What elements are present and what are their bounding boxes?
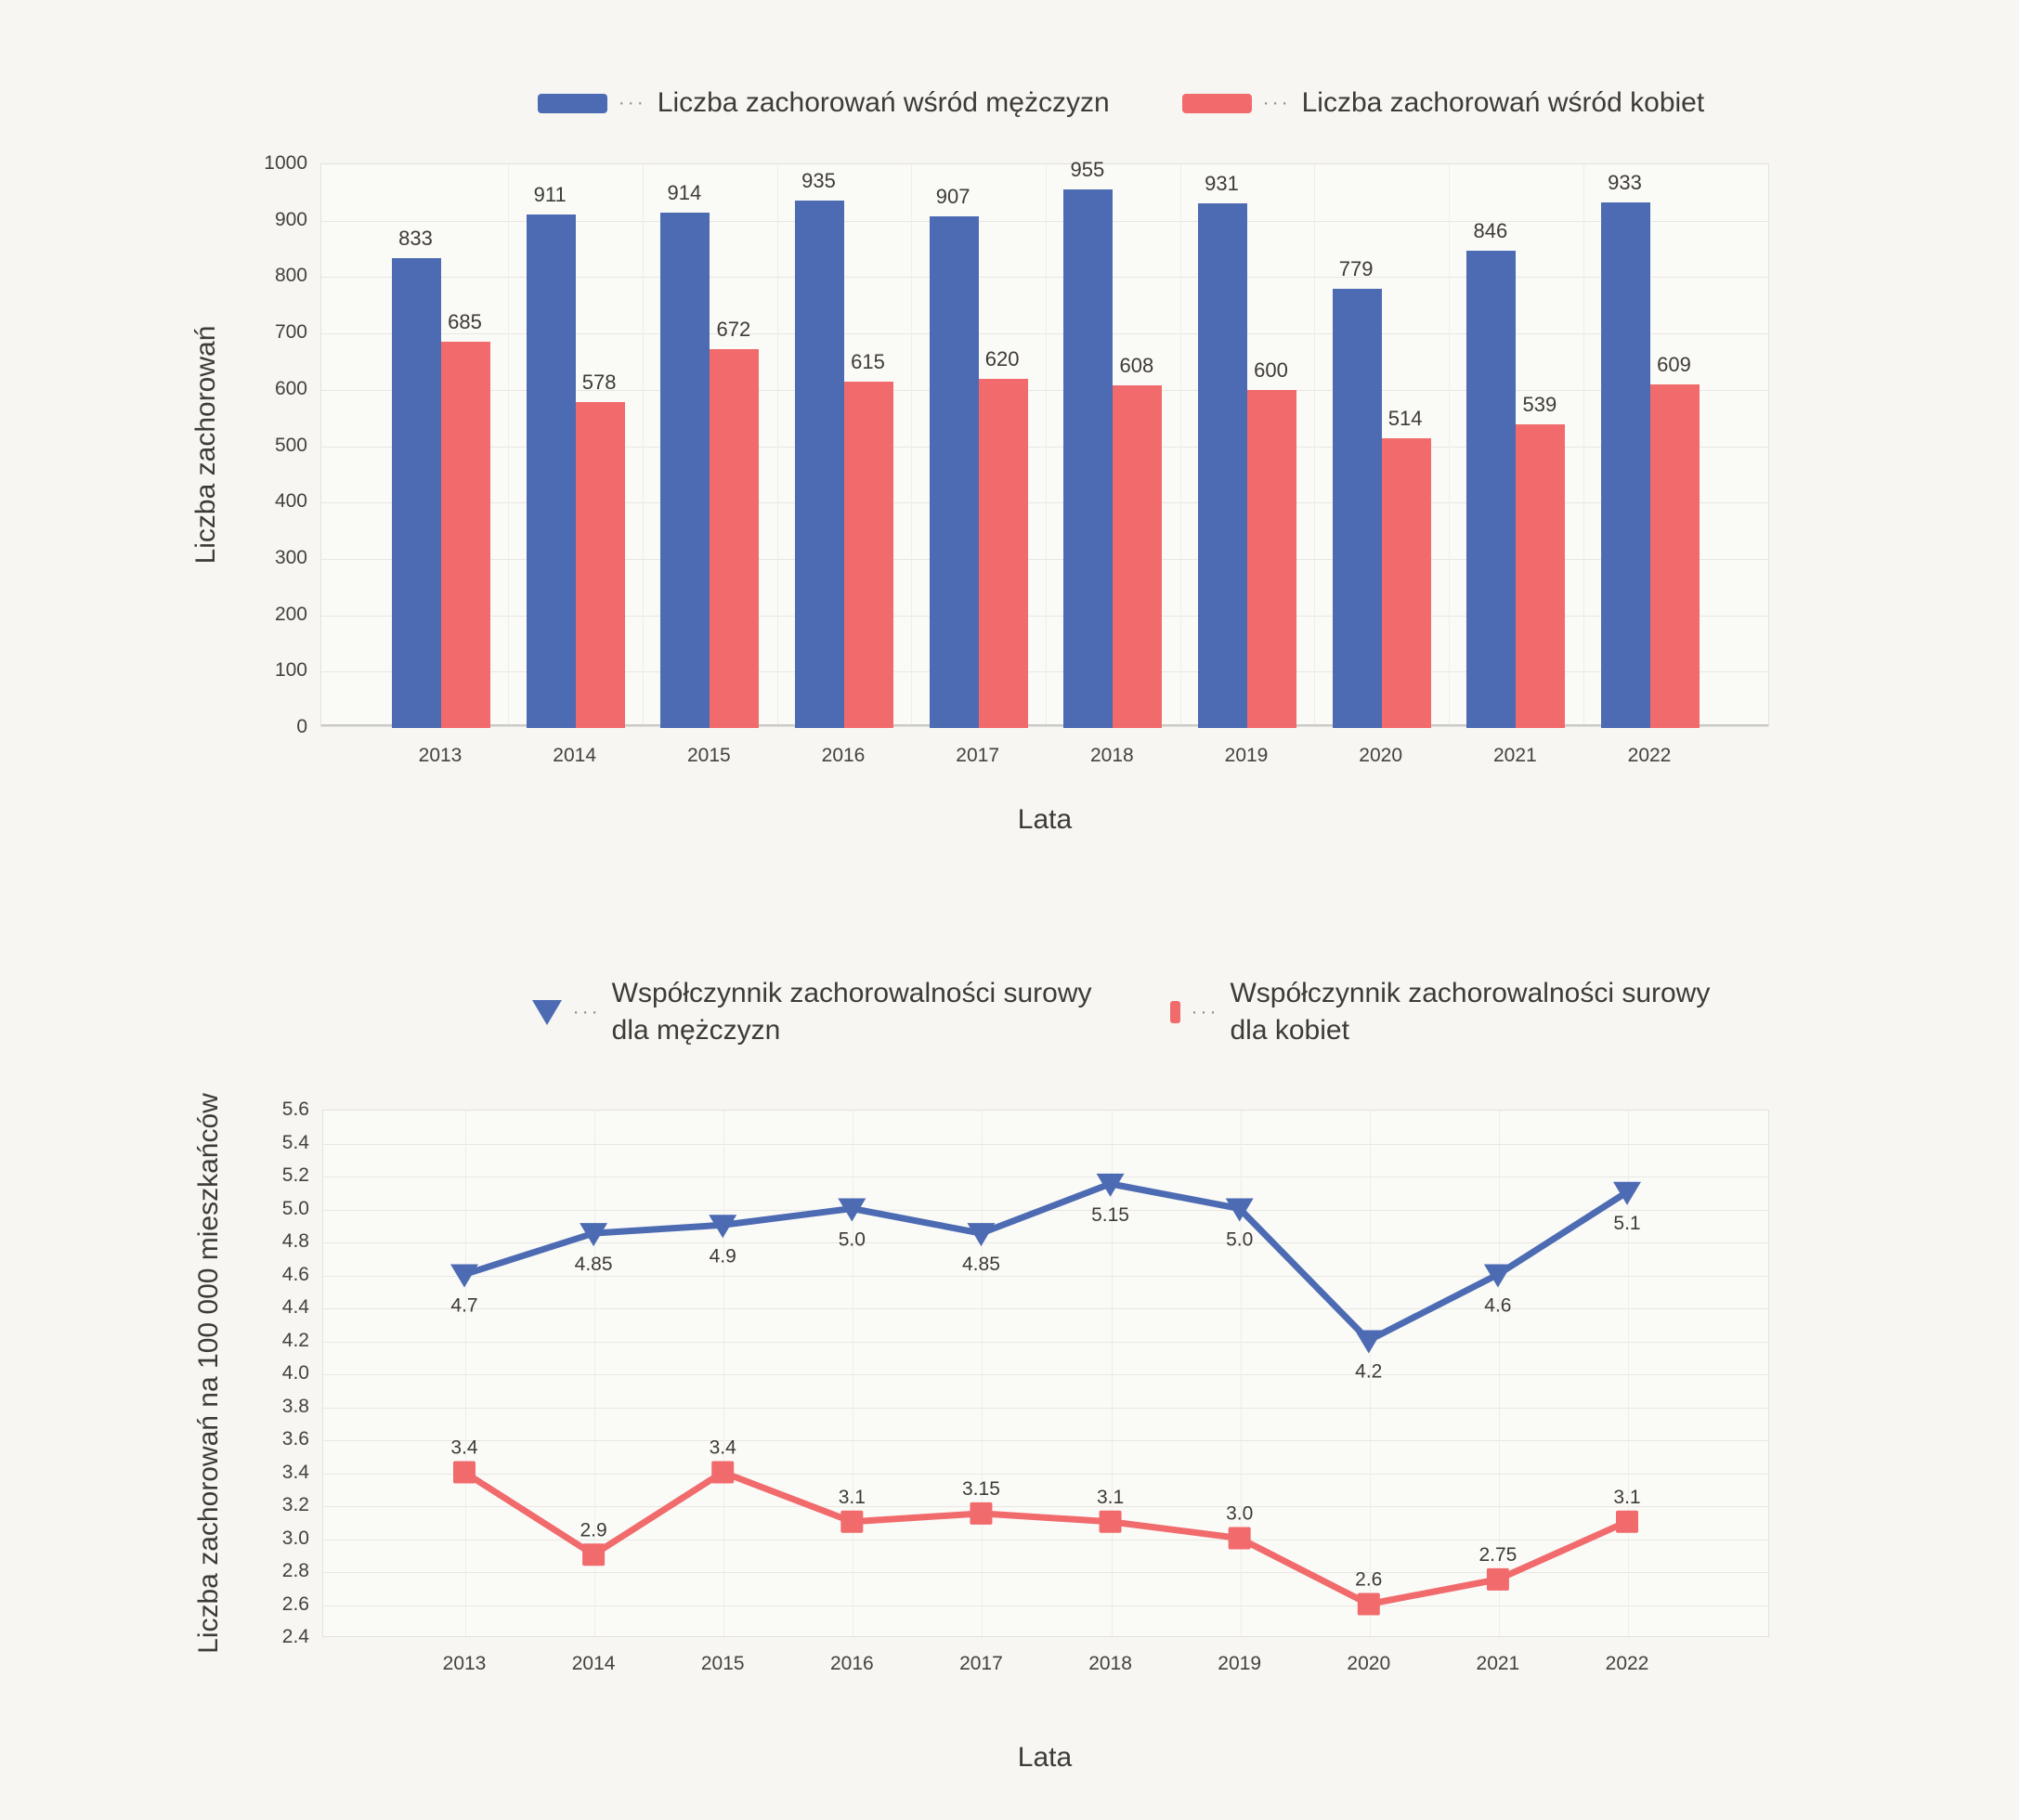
x-tick-label: 2014 <box>571 1653 616 1674</box>
y-tick-label: 4.6 <box>281 1263 309 1285</box>
bar <box>1247 390 1296 728</box>
x-tick-label: 2016 <box>829 1653 874 1674</box>
y-tick-label: 900 <box>274 208 307 230</box>
y-tick-label: 3.6 <box>281 1428 309 1450</box>
grid-line <box>1314 164 1315 726</box>
x-tick-label: 2015 <box>686 745 731 766</box>
bar-value-label: 608 <box>1119 353 1154 377</box>
y-tick-label: 4.8 <box>281 1230 309 1252</box>
y-tick-label: 100 <box>274 659 307 682</box>
y-tick-label: 600 <box>274 377 307 399</box>
data-point-label: 3.1 <box>1613 1486 1641 1508</box>
bar <box>1113 385 1162 728</box>
triangle-down-marker-icon <box>1355 1331 1383 1354</box>
bar <box>392 258 441 728</box>
square-marker-icon <box>840 1511 863 1533</box>
grid-line <box>1046 164 1047 726</box>
y-tick-label: 4.2 <box>281 1329 309 1351</box>
y-tick-label: 300 <box>274 546 307 568</box>
bar-value-label: 935 <box>801 169 836 193</box>
bar-value-label: 933 <box>1608 170 1642 194</box>
data-point-label: 4.6 <box>1484 1294 1512 1317</box>
line-chart-legend <box>223 975 2019 1049</box>
legend-swatch-icon <box>538 94 607 113</box>
bar-chart-legend <box>223 87 2019 119</box>
x-tick-label: 2021 <box>1492 745 1537 766</box>
legend-dots-icon: ··· <box>1191 1001 1219 1022</box>
bar <box>844 382 893 728</box>
y-tick-label: 5.6 <box>281 1098 309 1120</box>
line-series <box>464 1473 1627 1605</box>
x-tick-label: 2019 <box>1224 745 1269 766</box>
legend-dots-icon: ··· <box>572 1001 601 1022</box>
bar-chart-plot-area <box>320 163 1769 727</box>
square-marker-icon <box>582 1543 605 1566</box>
legend-item[interactable] <box>1170 975 1711 1049</box>
square-marker-icon <box>970 1502 992 1525</box>
grid-line <box>777 164 778 726</box>
y-tick-label: 3.2 <box>281 1494 309 1515</box>
square-marker-icon <box>1358 1593 1380 1616</box>
bar-value-label: 914 <box>667 181 702 205</box>
bar <box>1333 289 1382 728</box>
y-tick-label: 3.0 <box>281 1527 309 1549</box>
bar-value-label: 846 <box>1473 219 1508 243</box>
bar <box>1601 202 1650 728</box>
bar-value-label: 672 <box>716 318 751 342</box>
square-marker-icon <box>1229 1528 1251 1550</box>
y-tick-label: 400 <box>274 490 307 513</box>
square-marker-icon <box>1616 1511 1638 1533</box>
data-point-label: 2.75 <box>1478 1543 1518 1566</box>
x-tick-label: 2013 <box>442 1653 487 1674</box>
y-tick-label: 0 <box>296 716 307 737</box>
bar <box>1198 203 1247 728</box>
legend-item-label: Współczynnik zachorowalności surowy dla kobiet <box>1230 978 1711 1046</box>
legend-item-label: Liczba zachorowań wśród mężczyzn <box>657 87 1110 118</box>
data-point-label: 4.85 <box>962 1254 1000 1276</box>
x-tick-label: 2017 <box>959 1653 1003 1674</box>
bar-value-label: 833 <box>398 227 433 251</box>
x-tick-label: 2018 <box>1089 745 1134 766</box>
y-tick-label: 200 <box>274 603 307 625</box>
legend-square-icon <box>1170 1001 1180 1023</box>
data-point-label: 3.1 <box>1096 1486 1125 1508</box>
y-tick-label: 500 <box>274 434 307 456</box>
data-point-label: 4.9 <box>709 1245 736 1268</box>
bar-value-label: 685 <box>448 310 482 334</box>
grid-line <box>1180 164 1181 726</box>
bar <box>930 216 979 728</box>
y-tick-label: 2.6 <box>281 1592 309 1615</box>
data-point-label: 5.0 <box>838 1228 866 1251</box>
legend-triangle-down-icon <box>532 1000 562 1025</box>
y-tick-label: 700 <box>274 321 307 344</box>
line-chart-y-axis-title: Liczba zachorowań na 100 000 mieszkańców <box>193 1093 224 1654</box>
data-point-label: 3.15 <box>962 1477 1000 1500</box>
bar <box>1650 384 1700 728</box>
square-marker-icon <box>453 1462 475 1484</box>
y-tick-label: 3.4 <box>281 1461 309 1483</box>
legend-item-label: Liczba zachorowań wśród kobiet <box>1301 87 1705 118</box>
x-tick-label: 2013 <box>418 745 462 766</box>
x-tick-label: 2018 <box>1088 1653 1132 1674</box>
y-tick-label: 800 <box>274 265 307 287</box>
bar-chart-x-axis-title: Lata <box>1017 804 1073 835</box>
x-tick-label: 2019 <box>1218 1653 1262 1674</box>
legend-swatch-icon <box>1182 94 1252 113</box>
line-series-layer <box>322 1110 1769 1637</box>
x-tick-label: 2022 <box>1627 745 1672 766</box>
bar-value-label: 911 <box>533 183 567 207</box>
x-tick-label: 2014 <box>553 745 597 766</box>
grid-line <box>1449 164 1450 726</box>
bar-value-label: 539 <box>1522 392 1557 416</box>
grid-line <box>1583 164 1584 726</box>
bar-value-label: 779 <box>1338 257 1374 281</box>
bar-value-label: 514 <box>1387 407 1423 430</box>
bar-value-label: 620 <box>984 346 1020 370</box>
data-point-label: 3.4 <box>709 1436 736 1459</box>
bar-value-label: 931 <box>1205 171 1239 195</box>
y-tick-label: 5.4 <box>281 1131 309 1153</box>
y-tick-label: 5.2 <box>281 1164 309 1186</box>
y-tick-label: 2.8 <box>281 1560 309 1581</box>
data-point-label: 4.2 <box>1355 1360 1383 1383</box>
legend-item-label: Współczynnik zachorowalności surowy dla mężczyzn <box>611 978 1092 1046</box>
legend-item[interactable] <box>1182 87 1705 119</box>
x-tick-label: 2020 <box>1347 1653 1391 1674</box>
legend-dots-icon: ··· <box>1262 92 1291 113</box>
bar <box>441 342 490 728</box>
legend-item[interactable] <box>532 975 1092 1049</box>
bar-value-label: 609 <box>1657 353 1691 377</box>
bar-value-label: 578 <box>581 370 617 395</box>
bar <box>1466 251 1516 728</box>
x-tick-label: 2016 <box>821 745 866 766</box>
square-marker-icon <box>1487 1568 1509 1591</box>
bar-value-label: 907 <box>935 185 970 209</box>
y-tick-label: 4.0 <box>281 1362 309 1384</box>
data-point-label: 5.0 <box>1226 1228 1254 1251</box>
data-point-label: 5.15 <box>1091 1203 1129 1226</box>
triangle-down-marker-icon <box>450 1265 478 1288</box>
y-tick-label: 4.4 <box>281 1296 309 1318</box>
data-point-label: 2.9 <box>580 1519 607 1541</box>
x-tick-label: 2022 <box>1605 1653 1649 1674</box>
x-tick-label: 2021 <box>1476 1653 1520 1674</box>
y-tick-label: 3.8 <box>281 1395 309 1417</box>
grid-line <box>643 164 644 726</box>
y-tick-label: 1000 <box>264 152 307 174</box>
x-tick-label: 2017 <box>956 745 1000 766</box>
data-point-label: 3.1 <box>838 1486 866 1508</box>
legend-item[interactable] <box>538 87 1110 119</box>
square-marker-icon <box>1100 1511 1122 1533</box>
y-tick-label: 5.0 <box>281 1197 309 1219</box>
bar <box>979 379 1028 728</box>
bar <box>710 349 759 728</box>
x-tick-label: 2020 <box>1359 745 1403 766</box>
data-point-label: 2.6 <box>1355 1568 1383 1591</box>
bar-value-label: 955 <box>1070 158 1105 182</box>
grid-line <box>508 164 509 726</box>
grid-line <box>911 164 912 726</box>
square-marker-icon <box>711 1462 734 1484</box>
bar <box>527 214 576 728</box>
x-tick-label: 2015 <box>700 1653 745 1674</box>
bar-chart-y-axis-title: Liczba zachorowań <box>190 325 221 565</box>
bar <box>795 201 844 728</box>
line-chart-x-axis-title: Lata <box>1017 1742 1073 1773</box>
data-point-label: 4.7 <box>450 1294 478 1317</box>
bar-value-label: 600 <box>1254 358 1288 382</box>
y-tick-label: 2.4 <box>281 1626 309 1647</box>
data-point-label: 4.85 <box>574 1254 613 1276</box>
bar <box>576 402 625 728</box>
bar <box>1063 189 1113 728</box>
legend-dots-icon: ··· <box>618 92 646 113</box>
bar <box>660 213 710 728</box>
data-point-label: 5.1 <box>1613 1212 1641 1234</box>
bar <box>1382 438 1431 728</box>
bar-value-label: 615 <box>851 349 885 373</box>
data-point-label: 3.4 <box>450 1436 478 1459</box>
bar <box>1516 424 1565 728</box>
data-point-label: 3.0 <box>1226 1502 1254 1525</box>
line-series <box>464 1184 1627 1341</box>
